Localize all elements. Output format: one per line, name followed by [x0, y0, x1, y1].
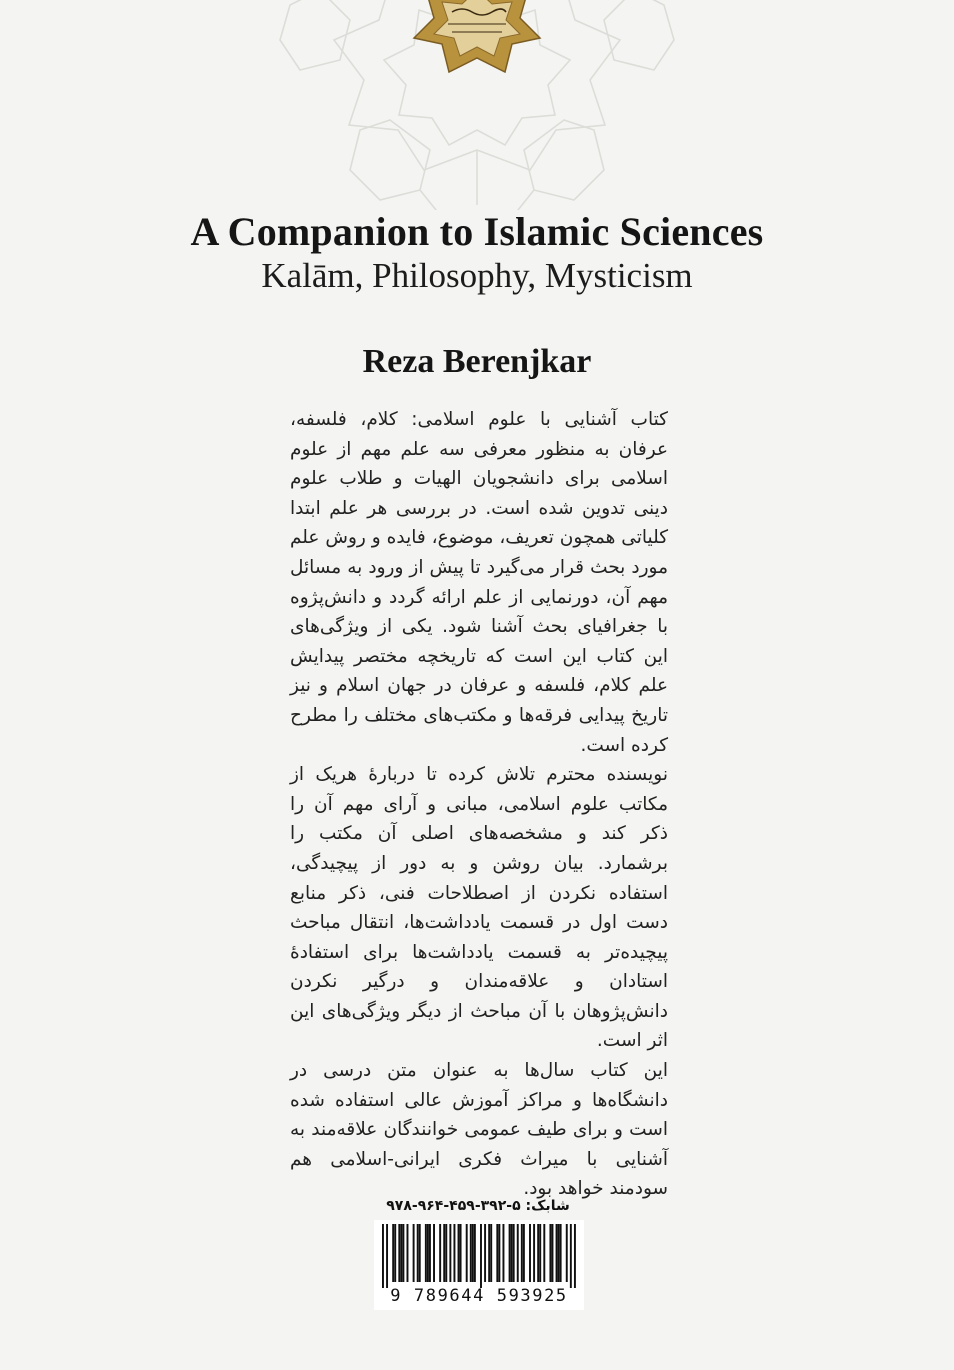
- barcode-bar: [413, 1224, 415, 1282]
- barcode-bar: [439, 1224, 441, 1282]
- barcode-bar: [445, 1224, 447, 1282]
- barcode-bar: [543, 1224, 545, 1282]
- barcode-bar: [539, 1224, 541, 1282]
- barcode-bar: [394, 1224, 396, 1282]
- barcode-bar: [566, 1224, 568, 1282]
- barcode-bar: [400, 1224, 402, 1282]
- barcode-bar: [488, 1224, 490, 1282]
- barcode-bar: [470, 1224, 472, 1282]
- geometric-star-ornament-icon: [0, 0, 954, 210]
- barcode-bar: [425, 1224, 427, 1282]
- publisher-emblem: [414, 0, 540, 72]
- barcode-bar: [429, 1224, 431, 1282]
- book-description: [290, 405, 668, 1204]
- book-subtitle: Kalām, Philosophy, Mysticism: [261, 256, 693, 295]
- barcode-bar: [517, 1224, 519, 1282]
- description-paragraph: نویسنده محترم تلاش کرده تا دربارهٔ هریک از مکاتب علوم اسلامی، مبانی و آرای مهم آن را ذکر کند و مشخصه‌های اصلی آن مکتب را برشمارد. بیان روشن و به دور از پیچیدگی، استفاده نکردن از اصطلاحات فنی، ذکر منابع دست اول در قسمت یادداشت‌ها، انتقال مباحث پیچیده‌تر به قسمت یادداشت‌ها برای استفادهٔ استادان و علاقه‌مندان و درگیر نکردن دانش‌پژوهان با آن مباحث از دیگر ویژگی‌های این اثر است.: [290, 764, 668, 1052]
- barcode-bar: [498, 1224, 500, 1282]
- barcode-bar: [521, 1224, 523, 1282]
- barcode-bar: [484, 1224, 486, 1282]
- barcode-bar: [533, 1224, 535, 1282]
- barcode-bar: [460, 1224, 462, 1282]
- barcode-digits: 9 789644 593925: [390, 1286, 568, 1306]
- barcode-bar: [382, 1224, 384, 1288]
- barcode-bar: [466, 1224, 468, 1282]
- barcode-bar: [443, 1224, 445, 1282]
- barcode-bar: [433, 1224, 435, 1282]
- barcode-bar: [419, 1224, 421, 1282]
- barcode-bar: [386, 1224, 388, 1288]
- barcode-bar: [537, 1224, 539, 1282]
- barcode-bar: [556, 1224, 558, 1282]
- barcode-bar: [417, 1224, 419, 1282]
- barcode-bar: [529, 1224, 531, 1282]
- barcode-bar: [511, 1224, 513, 1282]
- barcode-icon: [382, 1224, 576, 1288]
- barcode-bar: [453, 1224, 455, 1282]
- barcode-bar: [458, 1224, 460, 1282]
- barcode-bar: [574, 1224, 576, 1288]
- barcode-bar: [472, 1224, 474, 1282]
- barcode-bar: [570, 1224, 572, 1288]
- barcode-bar: [513, 1224, 515, 1282]
- barcode-bar: [480, 1224, 482, 1288]
- barcode-bar: [449, 1224, 451, 1282]
- barcode-bar: [402, 1224, 404, 1282]
- isbn-label: شابک: ۵-۳۹۲-۴۵۹-۹۶۴-۹۷۸: [386, 1198, 570, 1214]
- barcode-bar: [551, 1224, 553, 1282]
- barcode-bar: [496, 1224, 498, 1282]
- barcode-bar: [407, 1224, 409, 1282]
- barcode-bar: [392, 1224, 394, 1282]
- barcode-bar: [509, 1224, 511, 1282]
- barcode-bar: [558, 1224, 560, 1282]
- barcode-bar: [427, 1224, 429, 1282]
- barcode-bar: [490, 1224, 492, 1282]
- barcode-bar: [549, 1224, 551, 1282]
- barcode-bar: [523, 1224, 525, 1282]
- book-title: A Companion to Islamic Sciences: [190, 209, 764, 254]
- barcode-bar: [398, 1224, 400, 1282]
- author-name: Reza Berenjkar: [362, 343, 592, 380]
- barcode-bar: [474, 1224, 476, 1282]
- barcode-bar: [502, 1224, 504, 1282]
- description-paragraph: کتاب آشنایی با علوم اسلامی: کلام، فلسفه، عرفان به منظور معرفی سه علم مهم از علوم اسلامی برای دانشجویان الهیات و طلاب علوم دینی تدوین شده است. در بررسی هر علم ابتدا کلیاتی همچون تعریف، موضوع، فایده و روش علم مورد بحث قرار می‌گیرد تا پیش از ورود به مسائل مهم آن، دورنمایی از علم ارائه گردد و دانش‌پژوه با جغرافیای بحث آشنا شود. یکی از ویژگی‌های این کتاب این است که تاریخچه مختصر پیدایش علم کلام، فلسفه و عرفان در جهان اسلام و نیز تاریخ پیدایی فرقه‌ها و مکتب‌های مختلف را مطرح کرده است.: [290, 409, 668, 756]
- barcode-box: [374, 1220, 584, 1310]
- barcode-bar: [560, 1224, 562, 1282]
- description-paragraph: این کتاب سال‌ها به عنوان متن درسی در دانشگاه‌ها و مراکز آموزش عالی استفاده شده است و برای طیف عمومی خوانندگان علاقه‌مند به آشنایی با میراث فکری ایرانی-اسلامی هم سودمند خواهد بود.: [290, 1060, 668, 1200]
